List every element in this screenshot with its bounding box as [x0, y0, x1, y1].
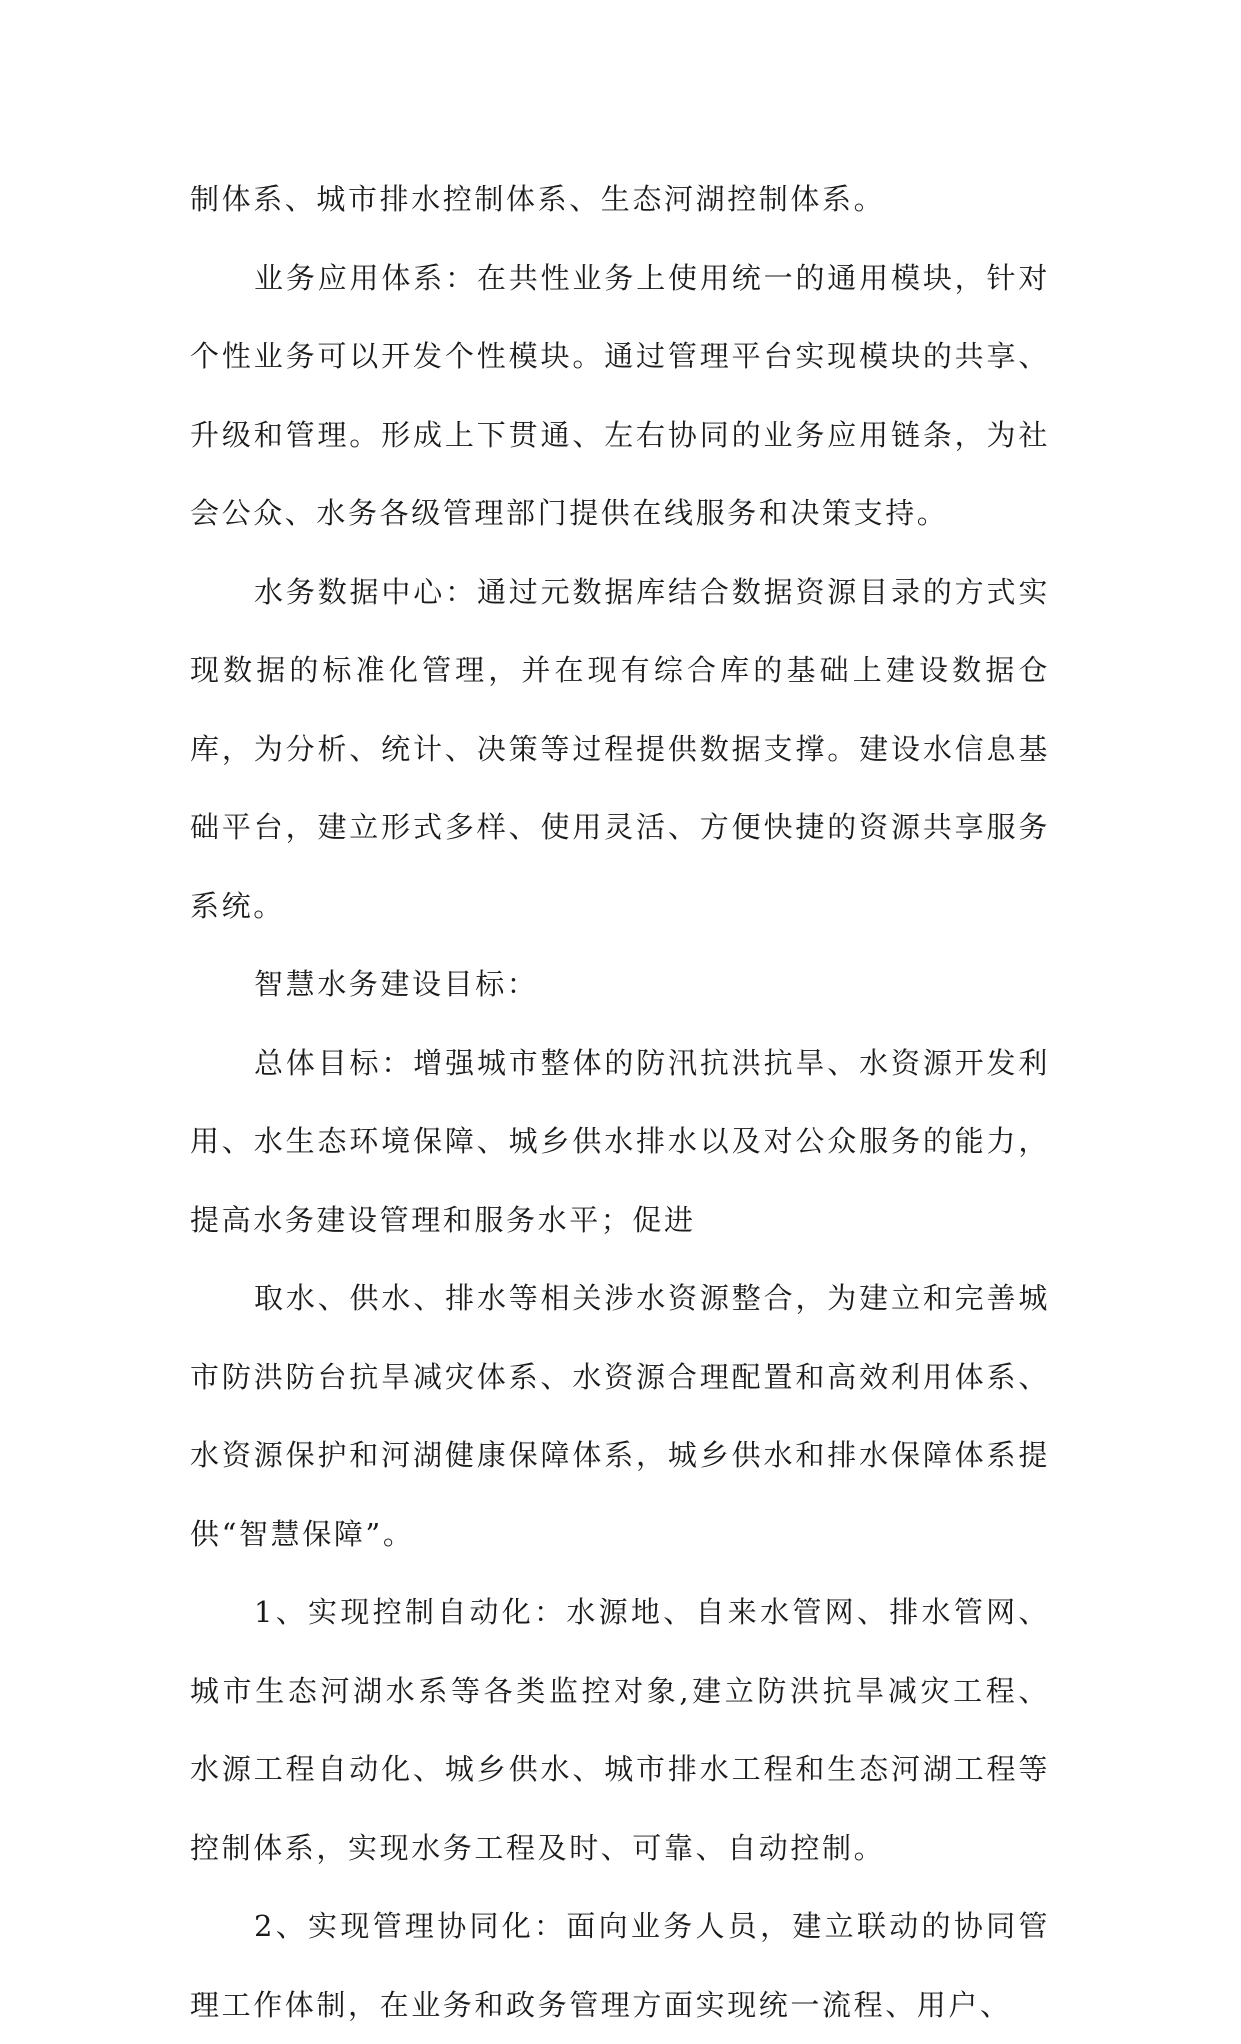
paragraph-data-center: 水务数据中心：通过元数据库结合数据资源目录的方式实现数据的标准化管理，并在现有综合库的基础上建设数据仓库，为分析、统计、决策等过程提供数据支撑。建设水信息基础平台，建立形式多样、使用灵活、方便快捷的资源共享服务系统。: [190, 574, 1050, 923]
paragraph-management-collaboration: 2、实现管理协同化：面向业务人员，建立联动的协同管理工作体制，在业务和政务管理方面实现统一流程、用户、: [190, 1909, 1050, 2022]
paragraph-business-application: 业务应用体系：在共性业务上使用统一的通用模块，针对个性业务可以开发个性模块。通过管理平台实现模块的共享、升级和管理。形成上下贯通、左右协同的业务应用链条，为社会公众、水务各级管理部门提供在线服务和决策支持。: [190, 260, 1050, 530]
document-page: [190, 160, 1050, 2044]
paragraph-resource-integration: 取水、供水、排水等相关涉水资源整合，为建立和完善城市防洪防台抗旱减灾体系、水资源合理配置和高效利用体系、水资源保护和河湖健康保障体系，城乡供水和排水保障体系提供“智慧保障”。: [190, 1281, 1050, 1551]
paragraph-control-automation: 1、实现控制自动化：水源地、自来水管网、排水管网、城市生态河湖水系等各类监控对象,建立防洪抗旱减灾工程、水源工程自动化、城乡供水、城市排水工程和生态河湖工程等控制体系，实现水务工程及时、可靠、自动控制。: [190, 1595, 1050, 1865]
paragraph-continuation: 制体系、城市排水控制体系、生态河湖控制体系。: [190, 182, 886, 216]
paragraph-goals-heading: 智慧水务建设目标：: [254, 967, 539, 1001]
paragraph-overall-goal: 总体目标：增强城市整体的防汛抗洪抗旱、水资源开发利用、水生态环境保障、城乡供水排水以及对公众服务的能力，提高水务建设管理和服务水平；促进: [190, 1045, 1050, 1237]
